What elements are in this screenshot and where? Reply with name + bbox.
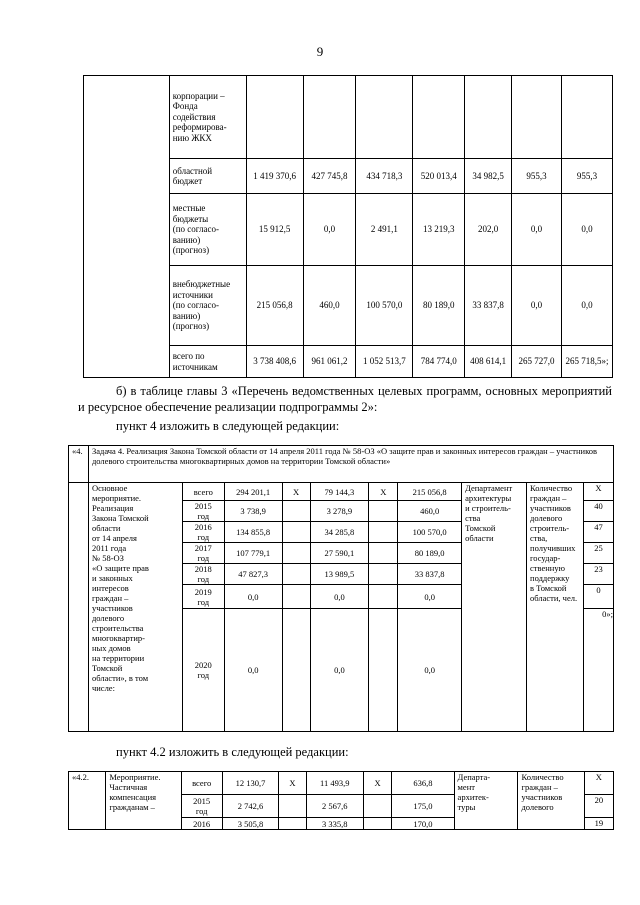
value-cell: 408 614,1 (465, 346, 512, 378)
fund-cell (282, 522, 310, 543)
table-row (84, 76, 613, 159)
total-cell: 0,0 (224, 609, 282, 732)
local-budget-cell (369, 609, 398, 732)
value-cell: 784 774,0 (413, 346, 465, 378)
value-cell: 15 912,5 (246, 194, 303, 266)
local-budget-cell (369, 522, 398, 543)
table-row (69, 483, 614, 501)
paragraph-item-4: пункт 4 изложить в следующей редакции: (116, 419, 340, 433)
total-cell: 2 742,6 (222, 795, 279, 818)
table-row (69, 772, 614, 795)
regional-budget-cell: 11 493,9 (306, 772, 364, 795)
value-cell (356, 76, 413, 159)
indicator-value: X (583, 483, 613, 501)
item-number: «4.2. (69, 772, 106, 830)
task-title: Задача 4. Реализация Закона Томской области от 14 апреля 2011 года № 58-ОЗ «О защите прав и законных интересов граждан – участников долевого строительства многоквартирных домов на территории Томской области» (88, 446, 613, 483)
value-cell: 1 419 370,6 (246, 159, 303, 194)
extrabudget-cell: 0,0 (398, 609, 462, 732)
executor-cell: Департа- мент архитек- туры (454, 772, 518, 830)
indicator-value: 0 (583, 585, 613, 609)
activity-description: Основное мероприятие. Реализация Закона Томской области от 14 апреля 2011 года № 58-ОЗ «О защите прав и законных интересов граждан – участников долевого строительства многоквартир- ных домов на территории Томской области», в том числе: (88, 483, 182, 732)
total-cell: 3 738,9 (224, 501, 282, 522)
year-cell: 2017 год (182, 543, 224, 564)
indicator-value: 20 (584, 795, 613, 818)
fund-cell (279, 795, 306, 818)
indicator-value: 40 (583, 501, 613, 522)
total-cell: 294 201,1 (224, 483, 282, 501)
extrabudget-cell: 175,0 (392, 795, 454, 818)
value-cell: 961 061,2 (303, 346, 356, 378)
source-label: внебюджетные источники (по согласо- ванию) (прогноз) (169, 266, 246, 346)
year-cell: всего (182, 483, 224, 501)
local-budget-cell (369, 501, 398, 522)
item-4-table (68, 445, 614, 732)
regional-budget-cell: 79 144,3 (310, 483, 369, 501)
value-cell: 215 056,8 (246, 266, 303, 346)
regional-budget-cell: 0,0 (310, 585, 369, 609)
year-cell: 2015 год (181, 795, 222, 818)
indicator-cell: Количество граждан – участников долевого (518, 772, 584, 830)
value-cell: 955,3 (562, 159, 613, 194)
total-cell: 12 130,7 (222, 772, 279, 795)
executor-cell: Департамент архитектуры и строитель- ства Томской области (462, 483, 527, 732)
item-number: «4. (69, 446, 89, 483)
total-cell: 3 505,8 (222, 818, 279, 830)
regional-budget-cell: 27 590,1 (310, 543, 369, 564)
extrabudget-cell: 33 837,8 (398, 564, 462, 585)
funding-table-continued (83, 75, 613, 378)
year-cell: 2016 (181, 818, 222, 830)
fund-cell: X (279, 772, 306, 795)
local-budget-cell: X (369, 483, 398, 501)
indicator-value: 0»; (583, 609, 613, 732)
value-cell: 13 219,3 (413, 194, 465, 266)
local-budget-cell (364, 818, 392, 830)
regional-budget-cell: 3 278,9 (310, 501, 369, 522)
local-budget-cell (369, 543, 398, 564)
extrabudget-cell: 460,0 (398, 501, 462, 522)
source-label: местные бюджеты (по согласо- ванию) (прогноз) (169, 194, 246, 266)
activity-description: Мероприятие. Частичная компенсация гражданам – (106, 772, 181, 830)
year-cell: 2015 год (182, 501, 224, 522)
local-budget-cell: X (364, 772, 392, 795)
indicator-value: 47 (583, 522, 613, 543)
local-budget-cell (369, 564, 398, 585)
value-cell: 955,3 (512, 159, 562, 194)
regional-budget-cell: 0,0 (310, 609, 369, 732)
value-cell (303, 76, 356, 159)
value-cell: 80 189,0 (413, 266, 465, 346)
value-cell: 100 570,0 (356, 266, 413, 346)
value-cell (465, 76, 512, 159)
fund-cell (282, 501, 310, 522)
value-cell (512, 76, 562, 159)
value-cell: 0,0 (562, 266, 613, 346)
extrabudget-cell: 215 056,8 (398, 483, 462, 501)
regional-budget-cell: 34 285,8 (310, 522, 369, 543)
source-label: всего по источникам (169, 346, 246, 378)
page-number: 9 (316, 44, 324, 59)
indicator-value: 19 (584, 818, 613, 830)
value-cell: 1 052 513,7 (356, 346, 413, 378)
year-cell: всего (181, 772, 222, 795)
paragraph-b: б) в таблице главы 3 «Перечень ведомственных целевых программ, основных мероприятий и ресурсное обеспечение реализации подпрограммы 2»: (78, 384, 612, 414)
total-cell: 47 827,3 (224, 564, 282, 585)
value-cell: 34 982,5 (465, 159, 512, 194)
extrabudget-cell: 636,8 (392, 772, 454, 795)
value-cell: 0,0 (512, 266, 562, 346)
source-label: корпорации – Фонда содействия реформирова- нию ЖКХ (169, 76, 246, 159)
fund-cell (282, 585, 310, 609)
indicator-value: 25 (583, 543, 613, 564)
blank-cell (69, 483, 89, 732)
fund-cell (282, 609, 310, 732)
value-cell: 0,0 (303, 194, 356, 266)
item-4-2-table (68, 771, 614, 830)
extrabudget-cell: 0,0 (398, 585, 462, 609)
regional-budget-cell: 13 989,5 (310, 564, 369, 585)
value-cell: 2 491,1 (356, 194, 413, 266)
value-cell: 33 837,8 (465, 266, 512, 346)
indicator-value: X (584, 772, 613, 795)
source-label: областной бюджет (169, 159, 246, 194)
paragraph-item-4-2: пункт 4.2 изложить в следующей редакции: (116, 745, 349, 759)
fund-cell (282, 543, 310, 564)
value-cell: 0,0 (512, 194, 562, 266)
value-cell (246, 76, 303, 159)
value-cell: 520 013,4 (413, 159, 465, 194)
value-cell: 460,0 (303, 266, 356, 346)
value-cell: 265 718,5»; (562, 346, 613, 378)
value-cell (413, 76, 465, 159)
value-cell: 0,0 (562, 194, 613, 266)
year-cell: 2020 год (182, 609, 224, 732)
blank-cell (84, 76, 170, 378)
value-cell: 265 727,0 (512, 346, 562, 378)
total-cell: 0,0 (224, 585, 282, 609)
year-cell: 2019 год (182, 585, 224, 609)
regional-budget-cell: 2 567,6 (306, 795, 364, 818)
value-cell (562, 76, 613, 159)
value-cell: 427 745,8 (303, 159, 356, 194)
fund-cell (279, 818, 306, 830)
fund-cell (282, 564, 310, 585)
value-cell: 202,0 (465, 194, 512, 266)
local-budget-cell (369, 585, 398, 609)
regional-budget-cell: 3 335,8 (306, 818, 364, 830)
total-cell: 107 779,1 (224, 543, 282, 564)
value-cell: 3 738 408,6 (246, 346, 303, 378)
total-cell: 134 855,8 (224, 522, 282, 543)
year-cell: 2016 год (182, 522, 224, 543)
extrabudget-cell: 100 570,0 (398, 522, 462, 543)
extrabudget-cell: 80 189,0 (398, 543, 462, 564)
local-budget-cell (364, 795, 392, 818)
indicator-value: 23 (583, 564, 613, 585)
indicator-cell: Количество граждан – участников долевого строитель- ства, получивших государ- ственную поддержку в Томской области, чел. (527, 483, 584, 732)
extrabudget-cell: 170,0 (392, 818, 454, 830)
year-cell: 2018 год (182, 564, 224, 585)
fund-cell: X (282, 483, 310, 501)
value-cell: 434 718,3 (356, 159, 413, 194)
